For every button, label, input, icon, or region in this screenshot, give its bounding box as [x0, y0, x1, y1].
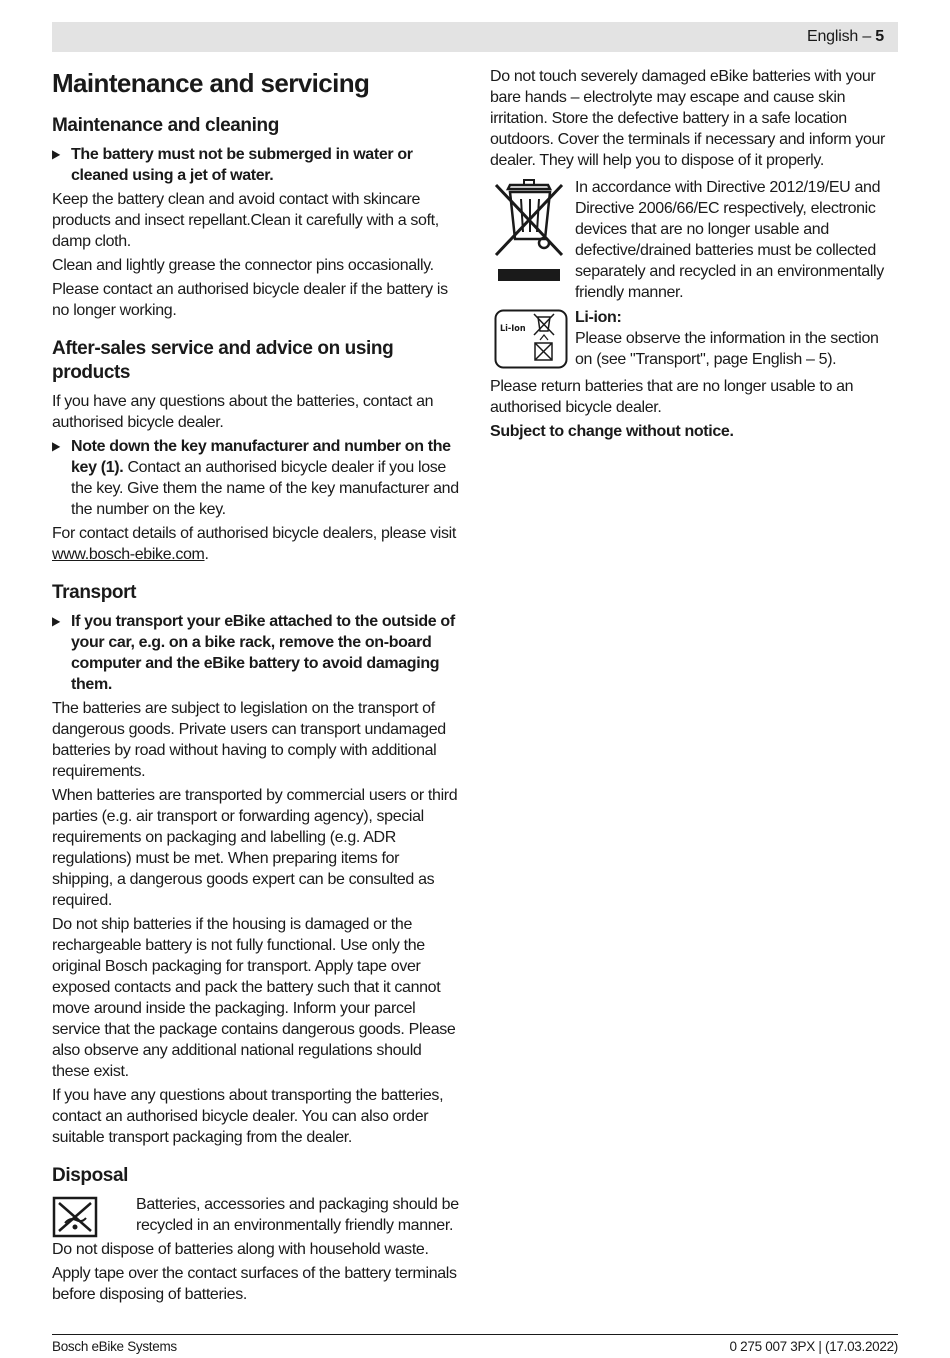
li-ion-icon-label: Li-Ion [500, 324, 526, 334]
crossed-out-wheelie-bin-icon [490, 177, 570, 287]
footer-divider [52, 1334, 898, 1335]
disposal-icon-text: Batteries, accessories and packaging should be recycled in an environmentally friendly manner. [136, 1196, 459, 1234]
warning-transport-text: If you transport your eBike attached to the outside of your car, e.g. on a bike rack, remove the on-board computer and the eBike battery to avoid damaging them. [71, 613, 455, 693]
paragraph: If you have any questions about transporting the batteries, contact an authorised bicycle dealer. You can also order suitable transport packaging from the dealer. [52, 1087, 444, 1146]
crossed-out-bin-icon [52, 1196, 98, 1238]
note-key-rest: Contact an authorised bicycle dealer if you lose the key. Give them the name of the key manufacturer and the number on the key. [71, 459, 459, 518]
subject-to-change: Subject to change without notice. [490, 423, 734, 440]
paragraph: When batteries are transported by commercial users or third parties (e.g. air transport or forwarding agency), special requirements on packaging and labelling (e.g. ADR regulations) must be met. When preparing items for shipping, a dangerous goods expert can be consulted as required. [52, 787, 458, 909]
liion-label: Li-ion: [575, 309, 622, 326]
bullet-arrow-icon: ▶ [52, 614, 60, 628]
liion-row [490, 307, 898, 373]
heading-disposal: Disposal [52, 1165, 128, 1186]
weee-text: In accordance with Directive 2012/19/EU and Directive 2006/66/EC respectively, electronic devices that are no longer usable and defective/drained batteries must be collected separately and recycled in an environmentally friendly manner. [575, 179, 884, 301]
paragraph: Keep the battery clean and avoid contact with skincare products and insect repellant.Clean it carefully with a soft, damp cloth. [52, 191, 439, 250]
weee-row [490, 177, 898, 303]
page-header [52, 22, 898, 52]
bosch-ebike-link[interactable]: www.bosch-ebike.com [52, 546, 205, 563]
right-column [490, 66, 898, 445]
paragraph: Apply tape over the contact surfaces of the battery terminals before disposing of batteries. [52, 1265, 457, 1303]
li-ion-symbol-icon [494, 309, 568, 369]
bullet-arrow-icon: ▶ [52, 439, 60, 453]
warning-submerge-text: The battery must not be submerged in water or cleaned using a jet of water. [71, 146, 413, 184]
page-number: 5 [875, 28, 884, 45]
paragraph: If you have any questions about the batteries, contact an authorised bicycle dealer. [52, 393, 434, 431]
heading-transport: Transport [52, 582, 137, 603]
liion-text-block [575, 307, 898, 370]
note-key-bold: Note down the key manufacturer and number on the key (1). [71, 438, 451, 476]
paragraph: Please return batteries that are no longer usable to an authorised bicycle dealer. [490, 378, 854, 416]
liion-text: Please observe the information in the section on (see "Transport", page English – 5). [575, 330, 879, 368]
contact-paragraph [52, 523, 462, 565]
paragraph: Please contact an authorised bicycle dealer if the battery is no longer working. [52, 281, 448, 319]
li-ion-recycling-icon [494, 309, 568, 369]
page-title: Maintenance and servicing [52, 68, 370, 98]
paragraph: Do not ship batteries if the housing is damaged or the rechargeable battery is not fully functional. Use only the original Bosch packaging for transport. Apply tape over exposed contacts and pack the battery such that it cannot move around inside the packaging. Inform your parcel service that the package contains dangerous goods. Please also observe any additional national regulations should these exist. [52, 916, 456, 1080]
contact-end: . [204, 546, 209, 563]
left-column [52, 66, 462, 1308]
warning-submerge [52, 144, 462, 186]
contact-text: For contact details of authorised bicycle dealers, please visit [52, 525, 456, 542]
footer-right: 0 275 007 3PX | (17.03.2022) [729, 1339, 898, 1354]
disposal-icon-row [52, 1194, 462, 1236]
footer-left: Bosch eBike Systems [52, 1339, 177, 1354]
warning-transport [52, 611, 462, 695]
paragraph: The batteries are subject to legislation on the transport of dangerous goods. Private users can transport undamaged batteries by road without having to comply with additional requirements. [52, 700, 446, 780]
heading-after-sales: After-sales service and advice on using products [52, 338, 394, 383]
note-key [52, 436, 462, 520]
paragraph: Clean and lightly grease the connector pins occasionally. [52, 257, 434, 274]
page-header-text [807, 28, 884, 46]
paragraph: Do not touch severely damaged eBike batteries with your bare hands – electrolyte may escape and cause skin irritation. Store the defective battery in a safe location outdoors. Cover the terminals if necessary and inform your dealer. They will help you to dispose of it properly. [490, 68, 885, 169]
bullet-arrow-icon: ▶ [52, 147, 60, 161]
heading-maintenance-cleaning: Maintenance and cleaning [52, 115, 279, 136]
header-section: English – [807, 28, 872, 45]
paragraph: Do not dispose of batteries along with household waste. [52, 1241, 429, 1258]
